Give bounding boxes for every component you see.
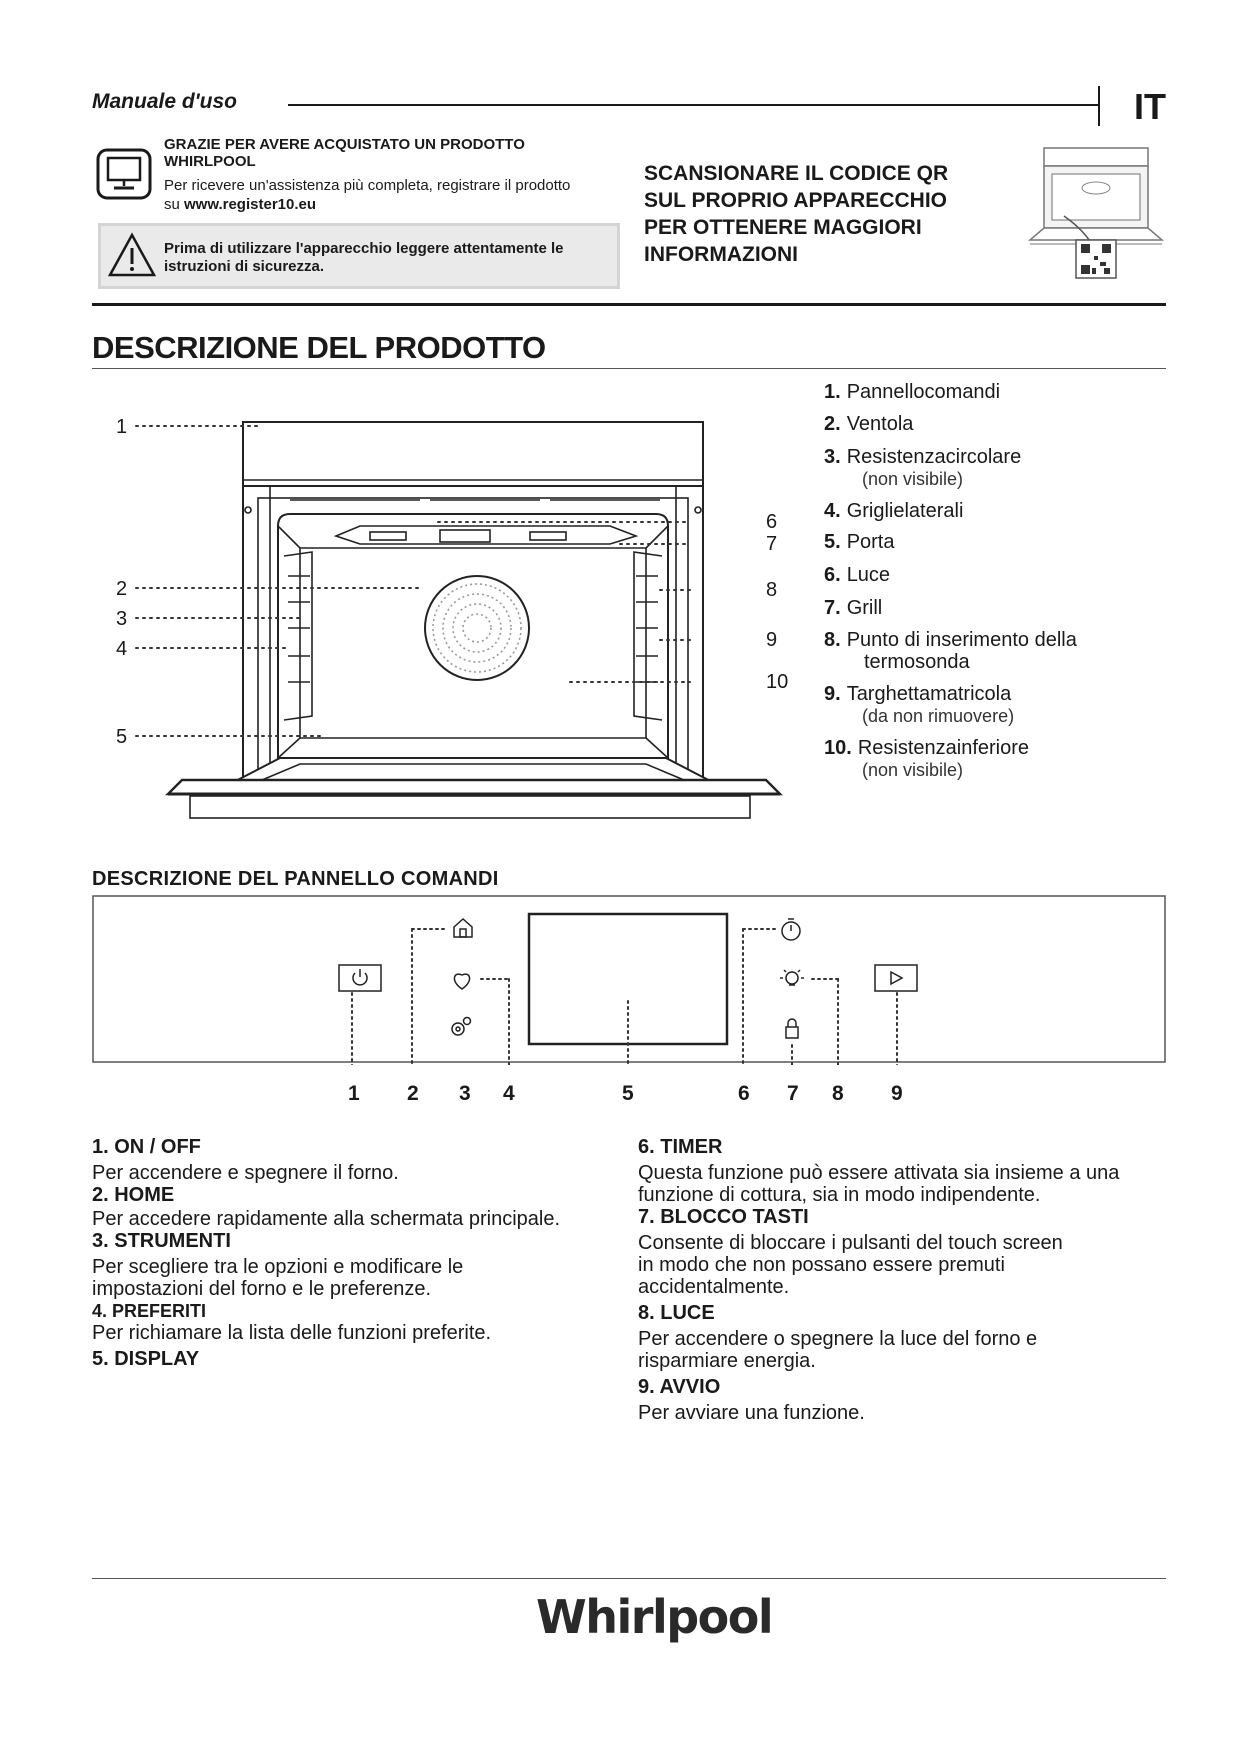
panel-number: 6 [738, 1082, 750, 1105]
callout-8: 8 [766, 579, 778, 601]
product-heading-rule [92, 368, 1166, 369]
desc-text: Per accedere rapidamente alla schermata principale. [92, 1208, 561, 1230]
callout-7: 7 [766, 533, 778, 555]
qr-instructions: SCANSIONARE IL CODICE QR SUL PROPRIO APPARECCHIO PER OTTENERE MAGGIORI INFORMAZIONI [644, 162, 949, 266]
power-button-icon[interactable] [339, 965, 381, 991]
part-item: 3. Resistenzacircolare (non visibile) [824, 446, 1022, 489]
panel-number: 2 [407, 1082, 419, 1105]
callout-4: 4 [116, 638, 128, 660]
desc-text: Consente di bloccare i pulsanti del touch screen in modo che non possano essere premuti accidentalmente. [638, 1232, 1063, 1298]
language-code: IT [1134, 86, 1166, 127]
desc-text: Questa funzione può essere attivata sia insieme a una funzione di cottura, sia in modo indipendente. [638, 1162, 1120, 1206]
manual-title: Manuale d'uso [92, 90, 238, 113]
desc-title: 5. DISPLAY [92, 1348, 200, 1370]
callout-1: 1 [116, 416, 128, 438]
desc-title: 1. ON / OFF [92, 1136, 201, 1158]
desc-title: 7. BLOCCO TASTI [638, 1206, 809, 1228]
part-item: 6. Luce [824, 564, 891, 586]
panel-desc-left [92, 1136, 632, 1370]
desc-title: 4. PREFERITI [92, 1301, 207, 1321]
header-rule [288, 104, 1098, 106]
panel-number: 3 [459, 1082, 471, 1105]
panel-number: 4 [503, 1082, 515, 1105]
part-item: 2. Ventola [824, 413, 914, 435]
part-item: 4. Griglielaterali [824, 500, 964, 522]
desc-text: Per accendere o spegnere la luce del forno e risparmiare energia. [638, 1328, 1038, 1372]
desc-title: 2. HOME [92, 1184, 175, 1206]
callout-3: 3 [116, 608, 128, 630]
desc-title: 6. TIMER [638, 1136, 723, 1158]
control-panel-diagram [92, 895, 1166, 1065]
panel-heading: DESCRIZIONE DEL PANNELLO COMANDI [92, 868, 499, 890]
panel-numbers [92, 1082, 1166, 1108]
panel-number: 8 [832, 1082, 844, 1105]
warning-icon [108, 232, 156, 278]
warning-text: Prima di utilizzare l'apparecchio leggere attentamente le istruzioni di sicurezza. [164, 240, 564, 275]
product-heading: DESCRIZIONE DEL PRODOTTO [92, 330, 546, 365]
panel-number: 1 [348, 1082, 360, 1105]
desc-title: 9. AVVIO [638, 1376, 721, 1398]
qr-oven-illustration [1024, 144, 1172, 280]
desc-title: 8. LUCE [638, 1302, 715, 1324]
panel-number: 7 [787, 1082, 799, 1105]
callout-2: 2 [116, 578, 128, 600]
part-item: 1. Pannellocomandi [824, 381, 1001, 403]
register-url[interactable]: www.register10.eu [184, 196, 317, 213]
start-button-icon[interactable] [875, 965, 917, 991]
part-item: 10. Resistenzainferiore (non visibile) [824, 737, 1030, 780]
footer-rule [92, 1578, 1166, 1579]
panel-desc-right [638, 1136, 1178, 1424]
computer-icon [96, 148, 152, 200]
desc-text: Per avviare una funzione. [638, 1402, 865, 1424]
header-divider [1098, 86, 1100, 126]
part-item: 9. Targhettamatricola (da non rimuovere) [824, 683, 1015, 726]
callout-10: 10 [766, 671, 789, 693]
desc-text: Per richiamare la lista delle funzioni preferite. [92, 1322, 492, 1344]
callout-9: 9 [766, 629, 778, 651]
register-text: Per ricevere un'assistenza più completa, registrare il prodotto su www.register10.eu [164, 177, 571, 213]
callout-5: 5 [116, 726, 128, 748]
panel-number: 9 [891, 1082, 903, 1105]
desc-title: 3. STRUMENTI [92, 1230, 231, 1252]
callout-6: 6 [766, 511, 778, 533]
desc-text: Per accendere e spegnere il forno. [92, 1162, 399, 1184]
panel-number: 5 [622, 1082, 634, 1105]
part-item: 5. Porta [824, 531, 895, 553]
whirlpool-logo: Whirlpool [536, 1590, 773, 1644]
part-item: 7. Grill [824, 597, 883, 619]
register-title: GRAZIE PER AVERE ACQUISTATO UN PRODOTTO WHIRLPOOL [164, 136, 525, 170]
section-separator [92, 303, 1166, 306]
desc-text: Per scegliere tra le opzioni e modificare le impostazioni del forno e le preferenze. [92, 1256, 464, 1300]
oven-diagram [100, 376, 820, 836]
part-item: 8. Punto di inserimento della termosonda [824, 629, 1077, 673]
